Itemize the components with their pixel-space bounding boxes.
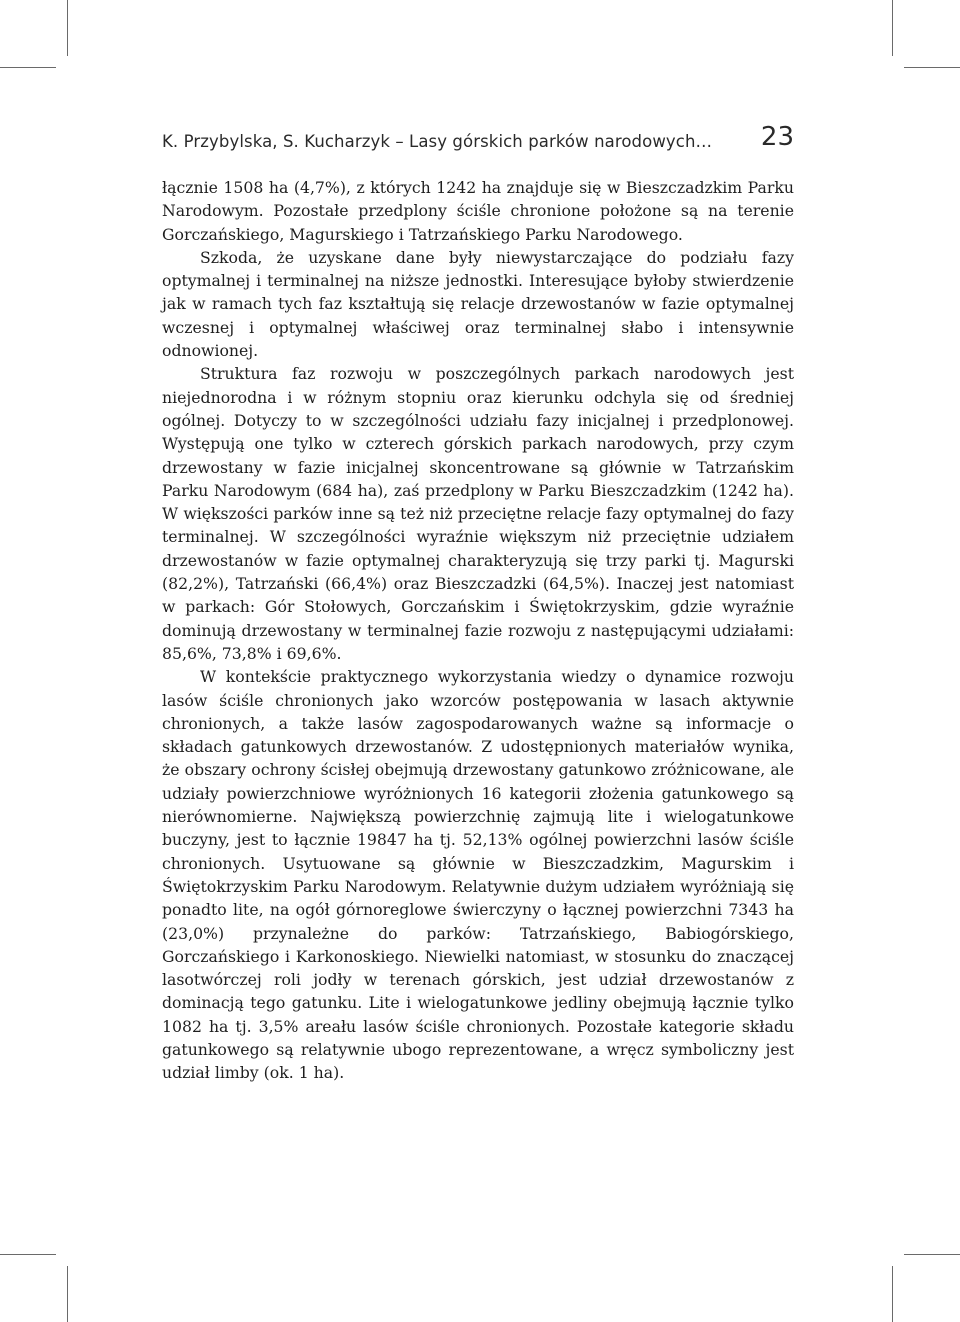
page-number: 23 bbox=[760, 122, 794, 152]
body-text bbox=[162, 176, 794, 1085]
page-header bbox=[162, 122, 794, 162]
crop-mark-right-top bbox=[904, 67, 960, 68]
crop-mark-left-top bbox=[0, 67, 56, 68]
paragraph: łącznie 1508 ha (4,7%), z których 1242 ha znajduje się w Bieszczadzkim Parku Narodowym. Pozostałe przedplony ściśle chronione położone są na terenie Gorczańskiego, Magurskiego i Tatrzańskiego Parku Narodowego. bbox=[162, 178, 794, 244]
crop-mark-top-right bbox=[892, 0, 893, 56]
crop-mark-bottom-left bbox=[67, 1266, 68, 1322]
paragraph: Struktura faz rozwoju w poszczególnych parkach narodowych jest niejednorodna i w różnym stopniu oraz kierunku odchyla się od średniej ogólnej. Dotyczy to w szczególności udziału fazy inicjalnej i przedplonowej. Występują one tylko w czterech górskich parkach narodowych, przy czym drzewostany w fazie inicjalnej skoncentrowane są głównie w Tatrzańskim Parku Narodowym (684 ha), zaś przedplony w Parku Bieszczadzkim (1242 ha). W większości parków inne są też niż przeciętne relacje fazy optymalnej do fazy terminalnej. W szczególności wyraźnie większym niż przeciętnie udziałem drzewostanów w fazie optymalnej charakteryzują się trzy parki tj. Magurski (82,2%), Tatrzański (66,4%) oraz Bieszczadzki (64,5%). Inaczej jest natomiast w parkach: Gór Stołowych, Gorczańskim i Świętokrzyskim, gdzie wyraźnie dominują drzewostany w terminalnej fazie rozwoju z następującymi udziałami: 85,6%, 73,8% i 69,6%. bbox=[162, 364, 794, 663]
crop-mark-top-left bbox=[67, 0, 68, 56]
crop-mark-left-bottom bbox=[0, 1254, 56, 1255]
crop-mark-right-bottom bbox=[904, 1254, 960, 1255]
paragraph: W kontekście praktycznego wykorzystania wiedzy o dynamice rozwoju lasów ściśle chronionych jako wzorców postępowania w lasach aktywnie chronionych, a także lasów zagospodarowanych ważne są informacje o składach gatunkowych drzewostanów. Z udostępnionych materiałów wynika, że obszary ochrony ścisłej obejmują drzewostany gatunkowo zróżnicowane, ale udziały powierzchniowe wyróżnionych 16 kategorii złożenia gatunkowego są nierównomierne. Największą powierzchnię zajmują lite i wielogatunkowe buczyny, jest to łącznie 19847 ha tj. 52,13% ogólnej powierzchni lasów ściśle chronionych. Usytuowane są głównie w Bieszczadzkim, Magurskim i Świętokrzyskim Parku Narodowym. Relatywnie dużym udziałem wyróżniają się ponadto lite, na ogół górnoreglowe świerczyny o łącznej powierzchni 7343 ha (23,0%) przynależne do parków: Tatrzańskiego, Babiogórskiego, Gorczańskiego i Karkonoskiego. Niewielki natomiast, w stosunku do znaczącej lasotwórczej roli jodły w terenach górskich, jest udział drzewostanów z dominacją tego gatunku. Lite i wielogatunkowe jedliny obejmują łącznie tylko 1082 ha tj. 3,5% areału lasów ściśle chronionych. Pozostałe kategorie składu gatunkowego są relatywnie ubogo reprezentowane, a wręcz symboliczny jest udział limby (ok. 1 ha). bbox=[162, 667, 794, 1083]
paragraph: Szkoda, że uzyskane dane były niewystarczające do podziału fazy optymalnej i terminalnej na niższe jednostki. Interesujące byłoby stwierdzenie jak w ramach tych faz kształtują się relacje drzewostanów w fazie optymalnej wczesnej i optymalnej właściwej oraz terminalnej słabo i intensywnie odnowionej. bbox=[162, 247, 794, 361]
running-title: K. Przybylska, S. Kucharzyk – Lasy górskich parków narodowych… bbox=[162, 132, 713, 151]
crop-mark-bottom-right bbox=[892, 1266, 893, 1322]
